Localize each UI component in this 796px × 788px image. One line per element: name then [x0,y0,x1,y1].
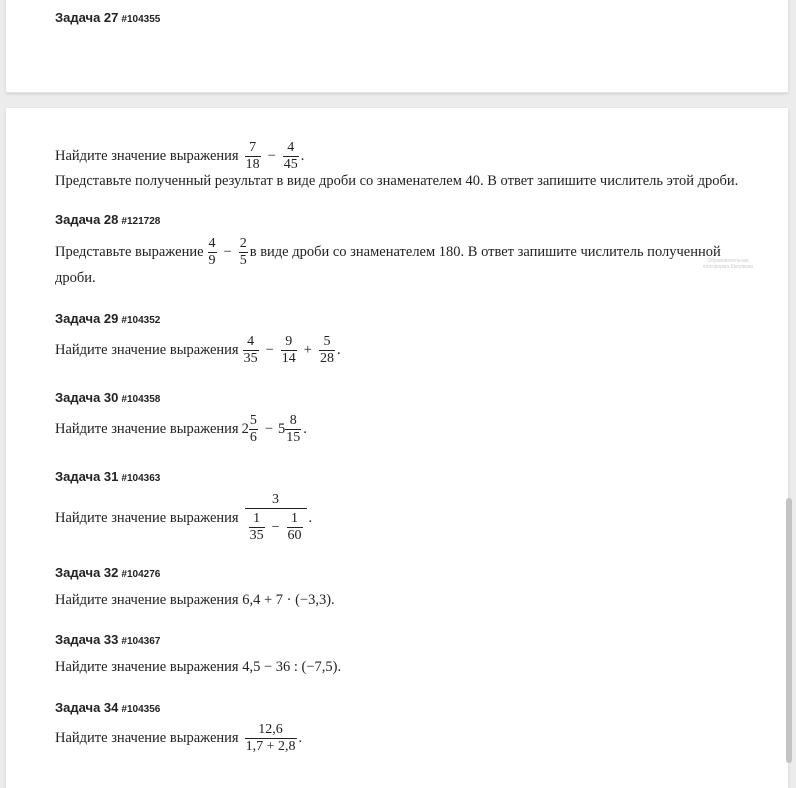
watermark-logo: Образовательная платформа Школково [702,258,754,270]
denominator: 15 [286,430,301,445]
denominator: 18 [245,157,260,172]
period: . [336,342,341,358]
fraction [281,334,297,367]
task-card-main [6,108,788,788]
task-27-instruction: Представьте полученный результат в виде дроби со знаменателем 40. В ответ запишите числитель этой дроби. [55,173,739,189]
fraction [239,236,248,269]
task-28-prefix: Представьте выражение [55,244,204,260]
task-34-expression [55,722,302,755]
task-27-prefix: Найдите значение выражения [55,148,239,164]
task-28-title: Задача 28 [55,212,119,227]
task-28-header [55,212,160,227]
numerator: 4 [247,334,255,349]
task-29-title: Задача 29 [55,311,119,326]
task-27-title: Задача 27 [55,10,119,25]
fraction [249,511,265,544]
numerator: 12,6 [258,722,283,737]
task-29-id[interactable]: #104352 [121,315,161,326]
task-31-prefix: Найдите значение выражения [55,509,239,526]
denominator: 35 [249,528,264,543]
task-31-id[interactable]: #104363 [121,473,161,484]
numerator: 9 [285,334,293,349]
task-28-expression [55,236,721,269]
numerator: 8 [289,413,297,428]
whole-part: 5 [278,421,286,437]
task-32-id[interactable]: #104276 [121,569,161,580]
denominator: 6 [249,430,257,445]
fraction [283,140,299,173]
fraction [208,236,217,269]
complex-fraction [245,492,307,544]
denominator: 1,7 + 2,8 [245,739,296,754]
denominator [245,508,307,544]
task-33-id[interactable]: #104367 [121,636,161,647]
denominator: 14 [281,351,296,366]
fraction [287,511,303,544]
task-32-header [55,565,160,580]
fraction [243,334,259,367]
fraction [245,140,261,173]
task-28-suffix: в виде дроби со знаменателем 180. В ответ запишите числитель полученной [249,244,721,260]
fraction [319,334,335,367]
period: . [300,148,305,164]
task-27-header [55,10,160,25]
numerator: 4 [208,236,216,251]
denominator: 45 [283,157,298,172]
denominator: 60 [287,528,302,543]
task-34-header [55,700,160,715]
task-28-continuation: дроби. [55,270,96,286]
numerator: 1 [291,511,298,526]
task-28-id[interactable]: #121728 [121,216,161,227]
task-30-prefix: Найдите значение выражения [55,421,239,437]
operator: − [223,244,232,260]
task-31-title: Задача 31 [55,469,119,484]
task-27-expression [55,140,304,173]
task-33-expression: Найдите значение выражения 4,5 − 36 : (−7,5). [55,659,342,675]
denominator: 5 [239,253,247,268]
numerator: 5 [323,334,331,349]
task-27-id[interactable]: #104355 [121,14,161,25]
task-34-title: Задача 34 [55,700,119,715]
numerator: 7 [249,140,257,155]
numerator: 2 [239,236,247,251]
task-32-title: Задача 32 [55,565,119,580]
operator: − [264,421,274,437]
denominator: 28 [319,351,334,366]
task-34-id[interactable]: #104356 [121,704,161,715]
operator: − [267,148,276,164]
task-32-expression: Найдите значение выражения 6,4 + 7 · (−3,3). [55,592,335,608]
scrollbar[interactable] [786,498,792,763]
period: . [298,730,303,746]
operator: − [265,342,274,358]
task-33-title: Задача 33 [55,632,119,647]
task-29-header [55,311,160,326]
task-29-expression [55,334,341,367]
task-30-header [55,390,160,405]
operator: − [271,519,280,535]
task-30-id[interactable]: #104358 [121,394,161,405]
task-31-expression [55,492,312,544]
task-29-prefix: Найдите значение выражения [55,342,239,358]
fraction [249,413,258,446]
numerator: 1 [253,511,261,526]
period: . [308,509,313,526]
task-30-expression [55,413,307,446]
task-card-top [6,0,788,93]
numerator: 4 [287,140,295,155]
numerator: 5 [249,413,257,428]
denominator: 9 [208,253,216,268]
numerator: 3 [272,492,280,507]
fraction [285,413,301,446]
operator: + [303,342,312,358]
whole-part: 2 [241,421,249,437]
task-34-prefix: Найдите значение выражения [55,730,239,746]
fraction [245,722,297,755]
task-31-header [55,469,160,484]
task-30-title: Задача 30 [55,390,119,405]
denominator: 35 [243,351,258,366]
task-33-header [55,632,160,647]
period: . [303,421,307,437]
